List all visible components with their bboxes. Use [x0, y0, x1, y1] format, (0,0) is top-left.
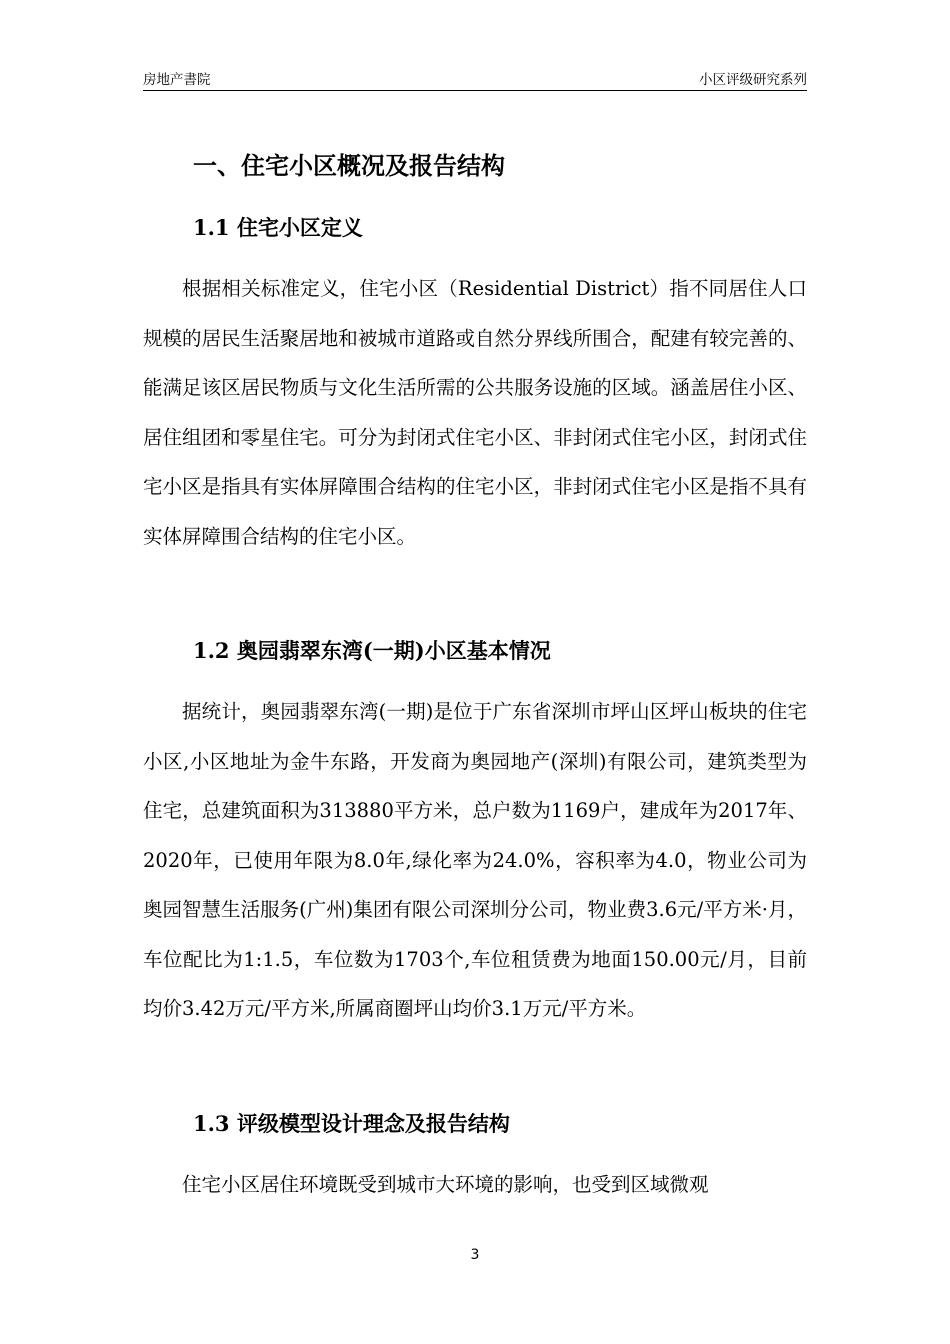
subsection-title-1-2: 1.2 奥园翡翠东湾(一期)小区基本情况	[193, 638, 551, 663]
page-header	[143, 66, 807, 91]
header-series-title: 小区评级研究系列	[699, 72, 807, 88]
paragraph-model-design: 住宅小区居住环境既受到城市大环境的影响，也受到区域微观	[182, 1173, 709, 1196]
section-title: 一、住宅小区概况及报告结构	[193, 151, 505, 180]
subsection-title-1-3: 1.3 评级模型设计理念及报告结构	[193, 1111, 510, 1136]
page-number: 3	[470, 1247, 480, 1263]
paragraph-basic-info: 据统计，奥园翡翠东湾(一期)是位于广东省深圳市坪山区坪山板块的住宅小区,小区地址为金牛东路，开发商为奥园地产(深圳)有限公司，建筑类型为住宅，总建筑面积为313880平方米，总户数为1169户，建成年为2017年、2020年，已使用年限为8.0年,绿化率为24.0%，容积率为4.0，物业公司为奥园智慧生活服务(广州)集团有限公司深圳分公司，物业费3.6元/平方米·月，车位配比为1:1.5，车位数为1703个,车位租赁费为地面150.00元/月，目前均价3.42万元/平方米,所属商圈坪山均价3.1万元/平方米。	[143, 700, 807, 1020]
subsection-title-1-1: 1.1 住宅小区定义	[193, 215, 363, 240]
header-publisher: 房地产書院	[143, 72, 211, 88]
paragraph-definition: 根据相关标准定义，住宅小区（Residential District）指不同居住人口规模的居民生活聚居地和被城市道路或自然分界线所围合，配建有较完善的、能满足该区居民物质与文化生活所需的公共服务设施的区域。涵盖居住小区、居住组团和零星住宅。可分为封闭式住宅小区、非封闭式住宅小区，封闭式住宅小区是指具有实体屏障围合结构的住宅小区，非封闭式住宅小区是指不具有实体屏障围合结构的住宅小区。	[143, 277, 807, 548]
